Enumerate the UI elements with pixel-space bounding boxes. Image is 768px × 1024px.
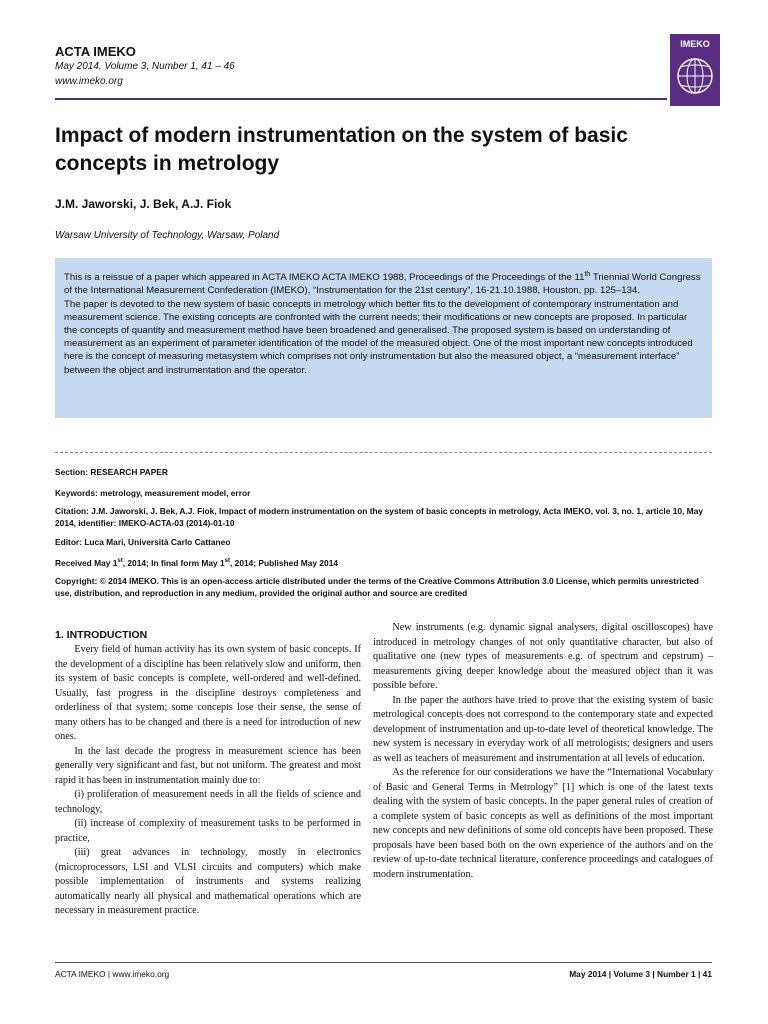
list-item: (iii) great advances in technology, mostly in electronics (microprocessors, LSI and VLSI circuits and computers) which make possible implementation of instruments and systems realizing automatically nearly all physical and mathematical operations which are necessary in measurement practice.	[55, 847, 361, 916]
meta-citation: Citation: J.M. Jaworski, J. Bek, A.J. Fiok, Impact of modern instrumentation on the system of basic concepts in metrology, Acta IMEKO, vol. 3, no. 1, article 10, May 2014, identifier: IMEKO-ACTA-03 (2014)-01-10	[55, 506, 703, 528]
paper-title: Impact of modern instrumentation on the system of basic concepts in metrology	[55, 124, 628, 175]
journal-name: ACTA IMEKO	[55, 44, 136, 59]
paragraph: Every field of human activity has its own system of basic concepts. If the development of a discipline has been relatively slow and uniform, then its system of basic concepts is complete, well-ordered and well-defined. Usually, fast progress in the discipline destroys completeness and orderliness of that system; some concepts lose their sense, the sense of many others has to be changed and there is a need for introduction of new ones.	[55, 644, 361, 742]
abstract-box	[55, 258, 712, 418]
meta-divider	[55, 452, 712, 453]
section-heading: 1. INTRODUCTION	[55, 629, 148, 641]
imeko-logo	[670, 34, 720, 106]
right-column	[373, 621, 713, 882]
abstract-body: The paper is devoted to the new system of basic concepts in metrology which better fits to the development of contemporary instrumentation and measurement science. The existing concepts are confronted with the current needs; their modifications or new concepts are proposed. In particular the concepts of quantity and measurement method have been broadened and generalised. The proposed system is based on understanding of measurement as an experiment of parameter identification of the model of the measured object. One of the most important new concepts introduced here is the concept of measuring metasystem which comprises not only instrumentation but also the measured object, a “measurement interface” between the object and instrumentation and the operator.	[64, 298, 693, 376]
meta-received: Received May 1st, 2014; In final form May 1st, 2014; Published May 2014	[55, 557, 339, 568]
list-item: (ii) increase of complexity of measurement tasks to be performed in practice,	[55, 818, 361, 844]
list-item: (i) proliferation of measurement needs in all the fields of science and technology,	[55, 789, 361, 815]
meta-keywords: Keywords: metrology, measurement model, error	[55, 488, 251, 498]
meta-copyright: Copyright: © 2014 IMEKO. This is an open-access article distributed under the terms of the Creative Commons Attribution 3.0 License, which permits unrestricted use, distribution, and reproduction in any medium, provided the original author and source are credited	[55, 576, 699, 598]
meta-editor: Editor: Luca Mari, Università Carlo Cattaneo	[55, 537, 231, 547]
footer-journal: ACTA IMEKO | www.imeko.org	[55, 969, 170, 979]
issue-info: May 2014, Volume 3, Number 1, 41 – 46	[55, 61, 235, 72]
journal-website: www.imeko.org	[55, 76, 123, 87]
footer-rule	[55, 962, 712, 963]
header-rule	[55, 98, 667, 100]
logo-text: IMEKO	[680, 39, 710, 49]
author-affiliation: Warsaw University of Technology, Warsaw, Poland	[55, 230, 280, 241]
abstract-reissue-note: This is a reissue of a paper which appeared in ACTA IMEKO ACTA IMEKO 1988, Proceedings of the Proceedings of the 11th Triennial World Congress of the International Measurement Confederation (IMEKO), “Instrumentation for the 21st century”, 16-21.10.1988, Houston, pp. 125–134.	[64, 271, 701, 297]
meta-section: Section: RESEARCH PAPER	[55, 467, 168, 477]
paragraph: New instruments (e.g. dynamic signal analysers, digital oscilloscopes) have introduced in metrology changes of not only quantitative character, but also of qualitative one (new types of measurements e.g. of spectrum and cepstrum) – measurements giving deeper knowledge about the measured object than it was possible before.	[373, 622, 713, 691]
paragraph: In the last decade the progress in measurement science has been generally very significant and fast, but not uniform. The greatest and most rapid it has been in instrumentation mainly due to:	[55, 745, 361, 786]
left-column	[55, 643, 361, 919]
footer-page-info: May 2014 | Volume 3 | Number 1 | 41	[569, 969, 712, 979]
paper-authors: J.M. Jaworski, J. Bek, A.J. Fiok	[55, 197, 232, 211]
paragraph: In the paper the authors have tried to prove that the existing system of basic metrological concepts does not correspond to the contemporary state and expected development of instrumentation and up-to-date level of theoretical knowledge. The new system is necessary in everyday work of all metrologists; designers and users as well as teachers of measurement and instrumentation at all levels of education.	[373, 694, 713, 764]
paragraph: As the reference for our considerations we have the “International Vocabulary of Basic and General Terms in Metrology” [1] which is one of the latest texts dealing with the system of basic concepts. In the paper general rules of creation of a complete system of basic concepts as well as definitions of the most important new concepts and new definitions of some old concepts have been proposed. These proposals have been based both on the own experience of the authors and on the review of up-to-date technical literature, conference proceedings and catalogues of modern instrumentation.	[373, 767, 713, 880]
